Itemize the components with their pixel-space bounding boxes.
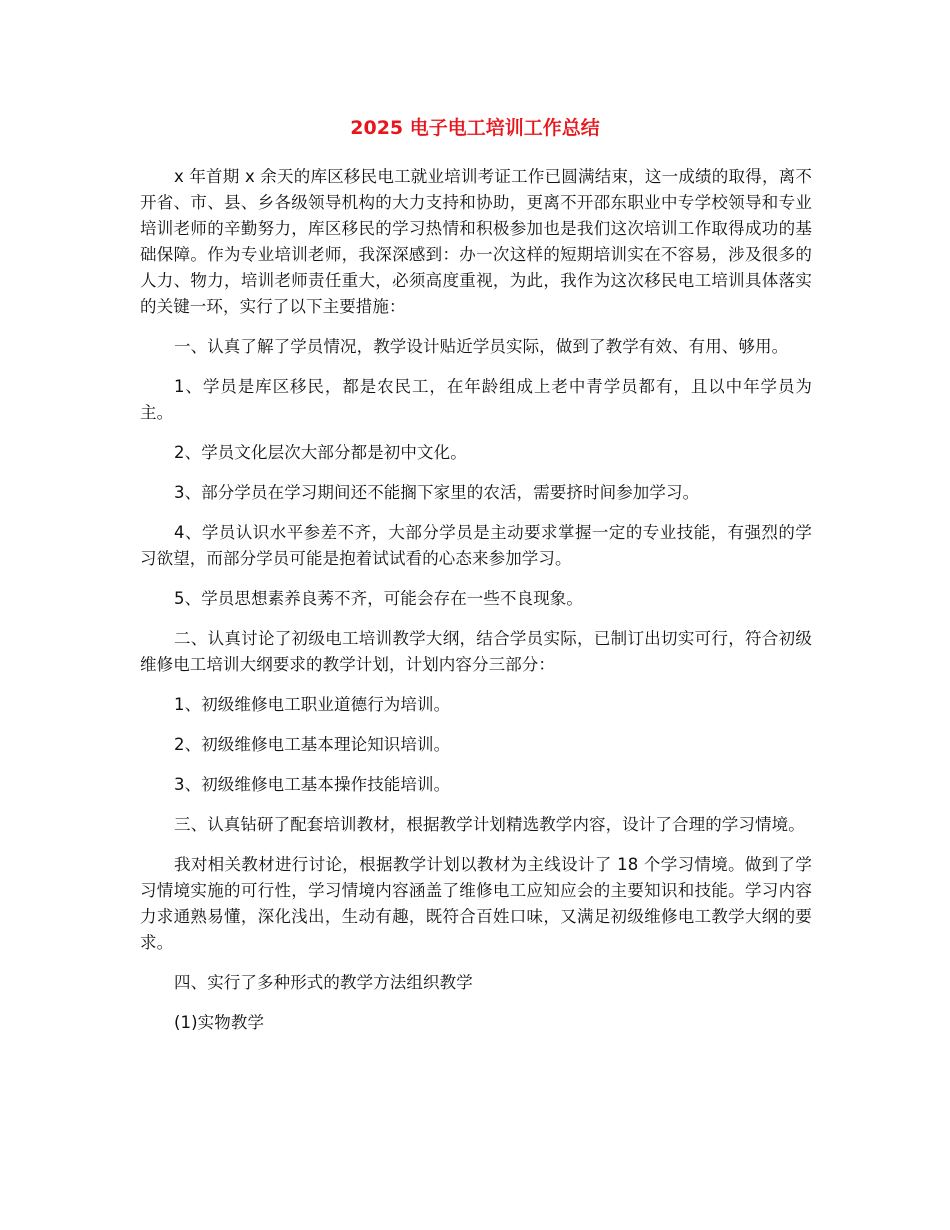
- paragraph-item: 2、学员文化层次大部分都是初中文化。: [174, 443, 467, 462]
- paragraph-item: 4、学员认识水平参差不齐，大部分学员是主动要求掌握一定的专业技能，有强烈的学习欲望，而部分学员可能是抱着试试看的心态来参加学习。: [140, 523, 812, 568]
- paragraph-item: 2、初级维修电工基本理论知识培训。: [174, 735, 451, 754]
- paragraph-body: 我对相关教材进行讨论，根据教学计划以教材为主线设计了 18 个学习情境。做到了学习情境实施的可行性，学习情境内容涵盖了维修电工应知应会的主要知识和技能。学习内容力求通熟易懂，深化浅出，生动有趣，既符合百姓口味，又满足初级维修电工教学大纲的要求。: [140, 855, 812, 952]
- paragraph-section-3-heading: 三、认真钻研了配套培训教材，根据教学计划精选教学内容，设计了合理的学习情境。: [174, 815, 805, 834]
- paragraph-intro: x 年首期 x 余天的库区移民电工就业培训考证工作已圆满结束，这一成绩的取得，离不开省、市、县、乡各级领导机构的大力支持和协助，更离不开邵东职业中专学校领导和专业培训老师的辛勤努力，库区移民的学习热情和积极参加也是我们这次培训工作取得成功的基础保障。作为专业培训老师，我深深感到：办一次这样的短期培训实在不容易，涉及很多的人力、物力，培训老师责任重大，必须高度重视，为此，我作为这次移民电工培训具体落实的关键一环，实行了以下主要措施：: [140, 167, 812, 316]
- paragraph-item: 5、学员思想素养良莠不齐，可能会存在一些不良现象。: [174, 589, 583, 608]
- paragraph-item: 3、初级维修电工基本操作技能培训。: [174, 775, 451, 794]
- document-body: [140, 164, 812, 1050]
- paragraph-item: 1、初级维修电工职业道德行为培训。: [174, 695, 451, 714]
- paragraph-section-4-heading: 四、实行了多种形式的教学方法组织教学: [174, 973, 473, 992]
- paragraph-section-1-heading: 一、认真了解了学员情况，教学设计贴近学员实际，做到了教学有效、有用、够用。: [174, 337, 789, 356]
- paragraph-item: 3、部分学员在学习期间还不能搁下家里的农活，需要挤时间参加学习。: [174, 483, 700, 502]
- paragraph-item: 1、学员是库区移民，都是农民工，在年龄组成上老中青学员都有，且以中年学员为主。: [140, 377, 812, 422]
- paragraph-item: (1)实物教学: [174, 1013, 265, 1032]
- paragraph-section-2-heading: 二、认真讨论了初级电工培训教学大纲，结合学员实际，已制订出切实可行，符合初级维修电工培训大纲要求的教学计划，计划内容分三部分：: [140, 629, 812, 674]
- document-title: 2025 电子电工培训工作总结: [350, 117, 600, 139]
